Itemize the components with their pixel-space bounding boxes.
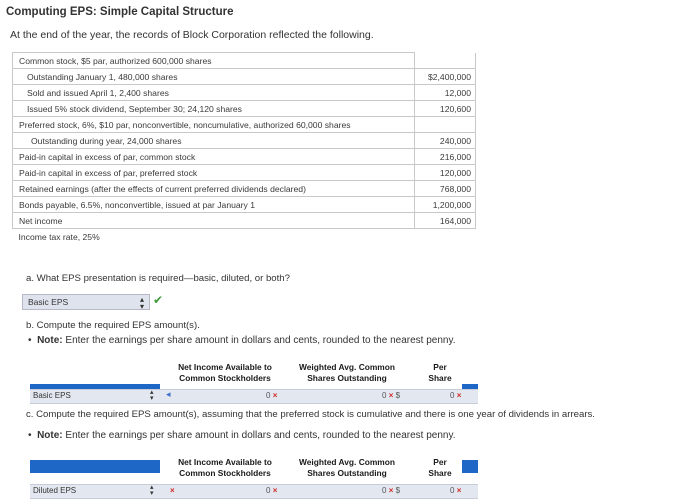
weighted-shares-input[interactable]: 0 × $	[382, 391, 401, 400]
records-amount: 240,000	[415, 133, 476, 149]
records-row	[13, 149, 476, 165]
weighted-shares-input-c[interactable]: 0 × $	[382, 486, 401, 495]
records-label: Issued 5% stock dividend, September 30; 24,120 shares	[13, 101, 415, 117]
note-text: Enter the earnings per share amount in dollars and cents, rounded to the nearest penny.	[65, 335, 456, 346]
records-row	[13, 181, 476, 197]
bullet-icon: •	[28, 430, 32, 441]
header-net-income-c: Net Income Available to Common Stockholders	[178, 457, 272, 478]
problem-intro: At the end of the year, the records of Block Corporation reflected the following.	[10, 29, 374, 41]
question-b: b. Compute the required EPS amount(s).	[26, 320, 200, 331]
net-income-input[interactable]: 0 ×	[266, 391, 278, 400]
note-label: Note:	[37, 430, 63, 441]
records-amount: 768,000	[415, 181, 476, 197]
note-text: Enter the earnings per share amount in dollars and cents, rounded to the nearest penny.	[65, 430, 456, 441]
page-title: Computing EPS: Simple Capital Structure	[6, 6, 234, 18]
records-label: Bonds payable, 6.5%, nonconvertible, issued at par January 1	[13, 197, 415, 213]
records-amount: 120,600	[415, 101, 476, 117]
per-share-input[interactable]: 0 ×	[450, 391, 462, 400]
records-label: Paid-in capital in excess of par, common stock	[13, 149, 415, 165]
records-row	[13, 85, 476, 101]
row-label-diluted-eps: Diluted EPS	[33, 486, 77, 495]
flag-icon: ◂	[166, 389, 171, 399]
records-amount	[415, 229, 476, 245]
question-c: c. Compute the required EPS amount(s), assuming that the preferred stock is cumulative and there is one year of dividends in arrears.	[26, 409, 595, 420]
records-label: Net income	[13, 213, 415, 229]
correct-check-icon: ✔	[153, 293, 164, 307]
basic-eps-row	[30, 389, 478, 404]
header-per-share: Per Share	[428, 362, 452, 383]
records-amount: 164,000	[415, 213, 476, 229]
header-net-income: Net Income Available to Common Stockholders	[178, 362, 272, 383]
records-label: Common stock, $5 par, authorized 600,000 shares	[13, 53, 415, 69]
eps-presentation-select[interactable]	[22, 294, 150, 310]
records-amount: 12,000	[415, 85, 476, 101]
row-wrong-mark-c: ×	[170, 486, 175, 495]
note-b	[28, 335, 456, 346]
net-income-input-c[interactable]: 0 ×	[266, 486, 278, 495]
bullet-icon: •	[28, 335, 32, 346]
records-label: Outstanding January 1, 480,000 shares	[13, 69, 415, 85]
header-weighted-shares: Weighted Avg. Common Shares Outstanding	[298, 362, 395, 383]
row-label-basic-eps: Basic EPS	[33, 391, 71, 400]
records-row	[13, 165, 476, 181]
records-row	[13, 69, 476, 85]
header-weighted-shares-c: Weighted Avg. Common Shares Outstanding	[298, 457, 395, 478]
records-row	[13, 213, 476, 229]
diluted-eps-row	[30, 484, 478, 499]
select-arrows-icon: ▴ ▾	[139, 295, 144, 311]
per-share-input-c[interactable]: 0 ×	[450, 486, 462, 495]
records-row	[13, 197, 476, 213]
records-label: Outstanding during year, 24,000 shares	[13, 133, 415, 149]
records-row	[13, 133, 476, 149]
records-label: Preferred stock, 6%, $10 par, nonconvertible, noncumulative, authorized 60,000 shares	[13, 117, 415, 133]
records-label: Sold and issued April 1, 2,400 shares	[13, 85, 415, 101]
row-select-arrows-icon[interactable]: ▴ ▾	[150, 389, 154, 402]
records-amount: 120,000	[415, 165, 476, 181]
records-label: Retained earnings (after the effects of current preferred dividends declared)	[13, 181, 415, 197]
records-row	[13, 53, 476, 69]
records-amount	[415, 53, 476, 69]
note-label: Note:	[37, 335, 63, 346]
row-select-arrows-icon-c[interactable]: ▴ ▾	[150, 484, 154, 497]
records-amount: 216,000	[415, 149, 476, 165]
header-per-share-c: Per Share	[428, 457, 452, 478]
header-band-right-c	[462, 460, 478, 473]
note-c	[28, 430, 456, 441]
header-band-left-c	[30, 460, 160, 473]
records-row	[13, 229, 476, 245]
records-label: Income tax rate, 25%	[18, 231, 100, 242]
records-row	[13, 117, 476, 133]
records-amount: 1,200,000	[415, 197, 476, 213]
records-table	[12, 52, 476, 244]
records-amount	[415, 117, 476, 133]
records-row	[13, 101, 476, 117]
select-value: Basic EPS	[28, 297, 69, 307]
question-a: a. What EPS presentation is required—basic, diluted, or both?	[26, 273, 290, 284]
records-amount: $2,400,000	[415, 69, 476, 85]
records-label: Paid-in capital in excess of par, preferred stock	[13, 165, 415, 181]
